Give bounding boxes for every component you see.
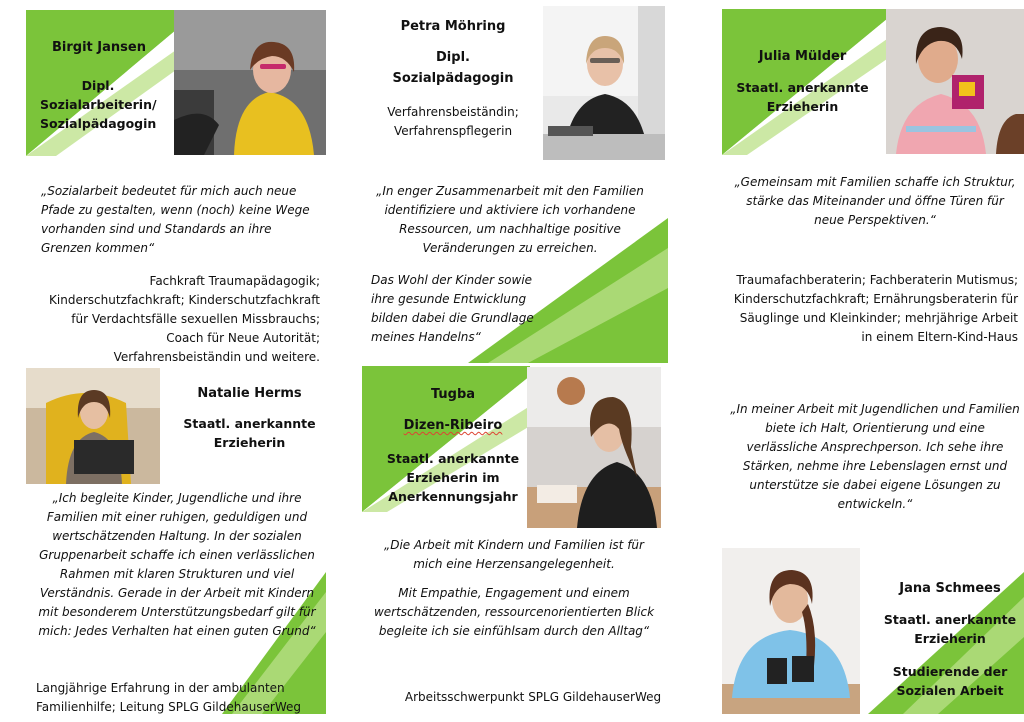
profile-name: Birgit Jansen [52,40,146,55]
profile-qualifications: Traumafachberaterin; Fachberaterin Mutismus; Kinderschutzfachkraft; Ernährungsberaterin für Säuglinge und Kleinkinder; mehrjährige Arbeit in einem Eltern-Kind-Haus [733,273,1018,344]
profile-name-first: Tugba [430,387,476,402]
profile-qualifications: Langjährige Erfahrung in der ambulanten Familienhilfe; Leitung SPLG GildehauserWeg [36,681,302,714]
profile-quote: „In enger Zusammenarbeit mit den Familien identifiziere und aktiviere ich vorhandene Ressourcen, um nachhaltige positive Veränderungen zu erreichen. [376,184,644,255]
profile-name: Julia Mülder [758,49,847,64]
profile-quote: „In meiner Arbeit mit Jugendlichen und Familien biete ich Halt, Orientierung und eine verlässliche Ansprechperson. Ich sehe ihre Stärken, nehme ihre Lebenslagen ernst und unterstütze sie dabei eigene Lösungen zu entwickeln.“ [730,402,1020,511]
profile-role-secondary: Verfahrensbeiständin; Verfahrenspflegerin [387,105,519,138]
profile-role-secondary: Studierende der Sozialen Arbeit [892,664,1008,698]
profile-quote: „Die Arbeit mit Kindern und Familien ist für mich eine Herzensangelegenheit. [384,538,644,571]
profile-name: Natalie Herms [197,386,302,401]
woman-on-phone-photo [527,367,661,528]
profile-name: Jana Schmees [899,581,1001,596]
profile-role: Staatl. anerkannte Erzieherin [883,612,1017,646]
woman-with-laptop-photo [26,368,160,484]
profile-role: Dipl. Sozialarbeiterin/ Sozialpädagogin [40,78,157,131]
profile-name-last: Dizen-Ribeiro [403,418,503,433]
woman-at-desk-photo [543,6,665,160]
profile-role: Staatl. anerkannte Erzieherin [183,416,316,450]
profile-quote: „Gemeinsam mit Familien schaffe ich Struktur, stärke das Miteinander und öffne Türen für neue Perspektiven.“ [734,175,1016,227]
profile-qualifications: Fachkraft Traumapädagogik; Kinderschutzfachkraft; Kinderschutzfachkraft für Verdachtsfälle sexuellen Missbrauchs; Coach für Neue Autorität; Verfahrensbeiständin und weitere. [49,274,320,364]
profile-qualifications: Arbeitsschwerpunkt SPLG GildehauserWeg [404,690,662,704]
profile-quote: „Ich begleite Kinder, Jugendliche und ihre Familien mit einer ruhigen, geduldigen und wertschätzenden Haltung. In der sozialen Gruppenarbeit schaffe ich einen verlässlichen Rahmen mit klaren Strukturen und viel Verständnis. Gerade in der Arbeit mit Kindern mit besonderem Unterstützungsbedarf gilt für mich: Jedes Verhalten hat einen guten Grund“ [38,491,316,638]
profile-quote: „Sozialarbeit bedeutet für mich auch neue Pfade zu gestalten, wenn (noch) keine Wege vorhanden sind und Standards an ihre Grenzen kommen“ [41,184,310,255]
woman-with-cards-photo [722,548,860,714]
woman-with-book-photo [886,9,1024,154]
profile-role: Staatl. anerkannte Erzieherin im Anerkennungsjahr [386,451,520,504]
profile-quote-secondary: Mit Empathie, Engagement und einem wertschätzenden, ressourcenorientierten Blick begleite ich sie einfühlsam durch den Alltag“ [373,586,655,638]
profile-quote-secondary: Das Wohl der Kinder sowie ihre gesunde Entwicklung bilden dabei die Grundlage meines Handelns“ [371,273,534,344]
profile-role: Staatl. anerkannte Erzieherin [736,80,869,114]
profile-role: Dipl. Sozialpädagogin [392,50,514,86]
woman-in-car-photo [174,10,326,155]
profile-name: Petra Möhring [400,19,506,34]
